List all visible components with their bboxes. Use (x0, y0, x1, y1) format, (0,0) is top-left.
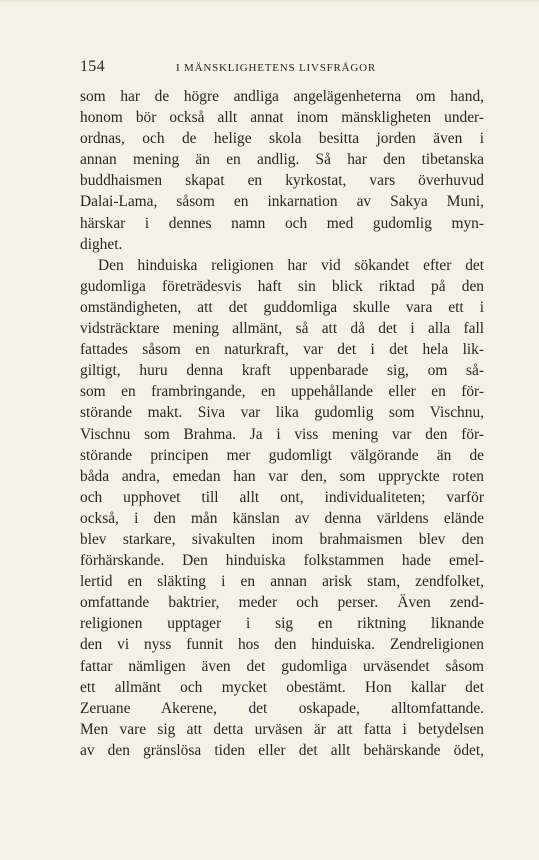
text-line: störande principen mer gudomligt välgörande än de (80, 446, 484, 464)
text-line: giltigt, huru denna kraft uppenbarade sig, om så- (80, 362, 484, 380)
body-text (80, 86, 484, 761)
text-line: den vi nyss funnit hos den hinduiska. Zendreligionen (80, 636, 484, 654)
text-line: omständigheten, att det guddomliga skulle vara ett i (80, 298, 484, 316)
text-line: gudomliga företrädesvis haft sin blick riktad på den (80, 277, 484, 295)
text-line: Men vare sig att detta urväsen är att fatta i betydelsen (80, 720, 484, 738)
text-line: och upphovet till allt ont, individualiteten; varför (80, 488, 484, 506)
text-line: honom bör också allt annat inom mänskligheten under- (80, 109, 484, 127)
text-line: båda andra, emedan han var den, som uppryckte roten (80, 467, 484, 485)
text-line: religionen upptager i sig en riktning liknande (80, 615, 484, 633)
text-line: dighet. (80, 235, 123, 253)
text-line: som har de högre andliga angelägenheterna om hand, (80, 88, 484, 105)
text-line: lertid en släkting i en annan arisk stam, zendfolket, (80, 573, 484, 591)
text-line: Dalai-Lama, såsom en inkarnation av Sakya Muni, (80, 193, 484, 211)
text-line: som en frambringande, en uppehållande eller en för- (80, 383, 484, 401)
text-line: också, i den mån känslan av denna världens elände (80, 509, 484, 527)
text-line: härskar i dennes namn och med gudomlig myn- (80, 214, 484, 232)
page-header (80, 58, 484, 80)
text-line: fattar nämligen även det gudomliga urväsendet såsom (80, 657, 484, 675)
text-line: Den hinduiska religionen har vid sökandet efter det (98, 256, 484, 274)
text-line: av den gränslösa tiden eller det allt behärskande ödet, (80, 741, 484, 759)
text-line: buddhaismen skapat en kyrkostat, vars överhuvud (80, 172, 484, 190)
page-number: 154 (80, 58, 105, 75)
text-line: vidsträcktare mening allmänt, så att då det i alla fall (80, 320, 484, 338)
page-edge (0, 0, 539, 3)
text-line: förhärskande. Den hinduiska folkstammen hade emel- (80, 552, 484, 570)
text-line: störande makt. Siva var lika gudomlig som Vischnu, (80, 404, 484, 422)
text-line: Vischnu som Brahma. Ja i viss mening var den för- (80, 425, 484, 443)
text-line: blev starkare, sivakulten inom brahmaismen blev den (80, 530, 484, 548)
running-title: I MÄNSKLIGHETENS LIVSFRÅGOR (176, 62, 377, 74)
text-line: Zeruane Akerene, det oskapade, alltomfattande. (80, 699, 484, 717)
text-line: omfattande baktrier, meder och perser. Även zend- (80, 594, 484, 612)
text-line: ett allmänt och mycket obestämt. Hon kallar det (80, 678, 484, 696)
text-line: ordnas, och de helige skola besitta jorden även i (80, 130, 484, 148)
text-line: fattades såsom en naturkraft, var det i det hela lik- (80, 341, 484, 359)
text-line: annan mening än en andlig. Så har den tibetanska (80, 151, 484, 169)
